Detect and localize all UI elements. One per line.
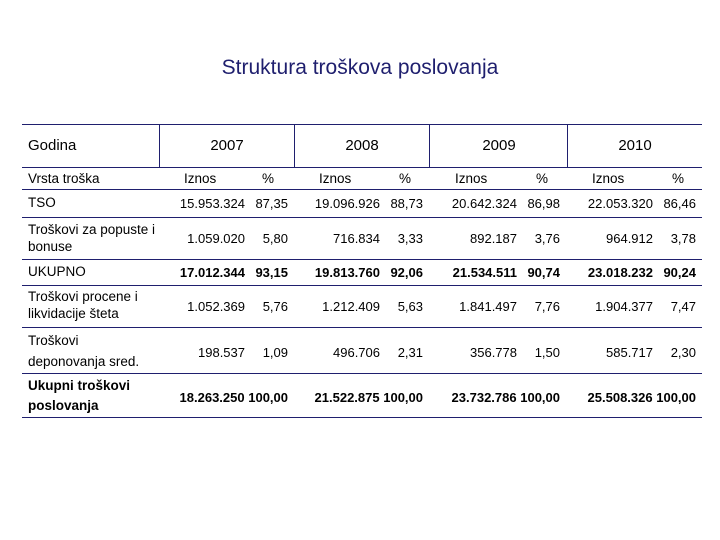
header-pct: % — [399, 171, 412, 186]
row-value-pct: 92,06 — [390, 265, 423, 280]
row-value-pct: 2,31 — [397, 345, 423, 360]
header-vrsta-troska: Vrsta troška — [28, 171, 100, 186]
header-divider — [429, 125, 430, 167]
row-label: TSO — [28, 195, 56, 210]
row-value-iznos: 19.096.926 — [314, 196, 380, 211]
header-divider — [294, 125, 295, 167]
row-rule — [22, 259, 702, 260]
row-value-iznos: 18.263.250 — [179, 390, 245, 405]
row-value-iznos: 1.841.497 — [459, 299, 517, 314]
row-value-iznos: 356.778 — [470, 345, 517, 360]
row-label: Troškovi za popuste i bonuse — [28, 222, 156, 254]
row-rule — [22, 373, 702, 374]
row-value-iznos: 964.912 — [606, 231, 653, 246]
row-value-iznos: 20.642.324 — [451, 196, 517, 211]
row-value-pct: 7,47 — [670, 299, 696, 314]
row-value-pct: 2,30 — [670, 345, 696, 360]
header-iznos: Iznos — [592, 171, 625, 186]
row-value-pct: 100,00 — [656, 390, 696, 405]
row-value-pct: 86,46 — [663, 196, 696, 211]
header-year-2009: 2009 — [482, 137, 516, 154]
header-pct: % — [672, 171, 685, 186]
row-value-pct: 5,76 — [262, 299, 288, 314]
row-value-iznos: 25.508.326 — [587, 390, 653, 405]
row-value-pct: 3,78 — [670, 231, 696, 246]
row-value-iznos: 21.534.511 — [452, 265, 517, 280]
row-value-iznos-pct — [452, 390, 560, 405]
row-value-iznos-pct — [180, 390, 288, 405]
row-value-pct: 100,00 — [383, 390, 423, 405]
row-value-iznos: 1.212.409 — [322, 299, 380, 314]
row-value-pct: 90,74 — [527, 265, 560, 280]
row-value-iznos: 1.052.369 — [187, 299, 245, 314]
row-label: UKUPNO — [28, 264, 86, 279]
row-rule — [22, 217, 702, 218]
header-divider — [159, 125, 160, 167]
row-value-pct: 7,76 — [534, 299, 560, 314]
header-year-2010: 2010 — [618, 137, 652, 154]
header-pct: % — [262, 171, 275, 186]
header-divider — [567, 125, 568, 167]
row-label: Ukupni troškovi poslovanja — [28, 378, 131, 413]
row-value-iznos: 1.059.020 — [187, 231, 245, 246]
row-value-iznos: 19.813.760 — [314, 265, 380, 280]
row-value-iznos: 15.953.324 — [179, 196, 245, 211]
row-value-pct: 93,15 — [255, 265, 288, 280]
row-value-iznos-pct — [315, 390, 423, 405]
row-value-iznos: 1.904.377 — [595, 299, 653, 314]
row-value-iznos: 22.053.320 — [587, 196, 653, 211]
header-year-2007: 2007 — [210, 137, 244, 154]
header-pct: % — [536, 171, 549, 186]
row-value-pct: 3,33 — [397, 231, 423, 246]
header-iznos: Iznos — [455, 171, 488, 186]
row-label: Troškovi deponovanja sred. — [28, 333, 140, 369]
row-label: Troškovi procene i likvidacije šteta — [28, 289, 138, 321]
row-value-pct: 90,24 — [663, 265, 696, 280]
header-rule — [22, 167, 702, 168]
header-iznos: Iznos — [319, 171, 352, 186]
row-value-iznos: 585.717 — [606, 345, 653, 360]
header-iznos: Iznos — [184, 171, 217, 186]
subheader-rule — [22, 189, 702, 190]
row-value-pct: 5,63 — [397, 299, 423, 314]
header-year-2008: 2008 — [345, 137, 379, 154]
row-value-iznos: 198.537 — [198, 345, 245, 360]
header-godina: Godina — [28, 137, 77, 154]
row-value-iznos: 23.018.232 — [587, 265, 653, 280]
row-value-iznos: 716.834 — [333, 231, 380, 246]
row-value-pct: 100,00 — [248, 390, 288, 405]
row-rule — [22, 285, 702, 286]
cost-structure-table — [22, 124, 702, 418]
row-value-pct: 1,50 — [534, 345, 560, 360]
row-value-iznos-pct — [588, 390, 696, 405]
row-value-iznos: 892.187 — [470, 231, 517, 246]
row-value-iznos: 17.012.344 — [179, 265, 245, 280]
row-value-pct: 1,09 — [262, 345, 288, 360]
row-value-pct: 88,73 — [390, 196, 423, 211]
page-title: Struktura troškova poslovanja — [221, 56, 499, 79]
row-value-iznos: 23.732.786 — [451, 390, 517, 405]
row-value-pct: 100,00 — [520, 390, 560, 405]
row-value-pct: 86,98 — [527, 196, 560, 211]
row-value-pct: 3,76 — [534, 231, 560, 246]
row-value-iznos: 496.706 — [333, 345, 380, 360]
row-value-pct: 87,35 — [255, 196, 288, 211]
row-rule — [22, 327, 702, 328]
row-value-iznos: 21.522.875 — [314, 390, 380, 405]
row-value-pct: 5,80 — [262, 231, 288, 246]
